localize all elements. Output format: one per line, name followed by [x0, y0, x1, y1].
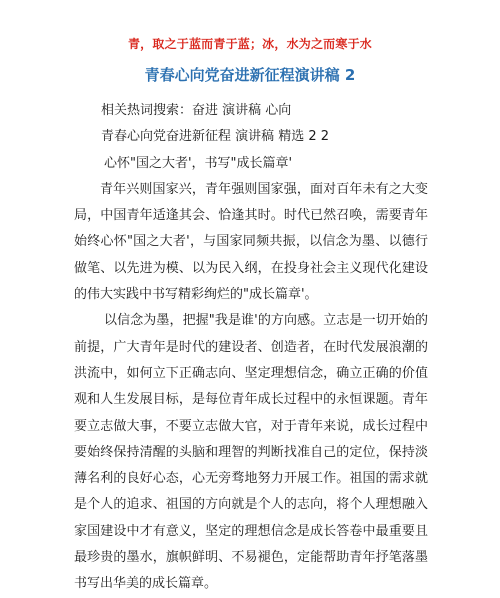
theme-line: 心怀"国之大者'，书写"成长篇章'	[104, 155, 293, 171]
subtitle-line: 青春心向党奋进新征程 演讲稿 精选 2 2	[101, 129, 330, 145]
page-title: 青春心向党奋进新征程演讲稿 2	[144, 66, 356, 84]
motto-banner: 青，取之于蓝而青于蓝；冰，水为之而寒于水	[127, 37, 372, 51]
document-body	[74, 98, 428, 598]
paragraph: 以信念为墨，把握"我是谁'的方向感。立志是一切开始的前提，广大青年是时代的建设者、创造者，在时代发展浪潮的洪流中，如何立下正确志向、坚定理想信念，确立正确的价值观和人生发展目标，是每位青年成长过程中的永恒课题。青年要立志做大事，不要立志做大官，对于青年来说，成长过程中要始终保持清醒的头脑和理智的判断找准自己的定位，保持淡薄名利的良好心态，心无旁骛地努力开展工作。祖国的需求就是个人的追求、祖国的方向就是个人的志向，将个人理想融入家国建设中才有意义，坚定的理想信念是成长答卷中最重要且最珍贵的墨水，旗帜鲜明、不易褪色，定能帮助青年抒笔落墨书写出华美的成长篇章。	[74, 313, 428, 592]
keywords-line: 相关热词搜索：奋进 演讲稿 心向	[101, 103, 292, 118]
paragraph: 青年兴则国家兴，青年强则国家强，面对百年未有之大变局，中国青年适逢其会、恰逢其时。时代已然召唤，需要青年始终心怀"国之大者'，与国家同频共振，以信念为墨、以德行做笔、以先进为模、以为民入纲，在投身社会主义现代化建设的伟大实践中书写精彩绚烂的"成长篇章'。	[74, 181, 428, 303]
